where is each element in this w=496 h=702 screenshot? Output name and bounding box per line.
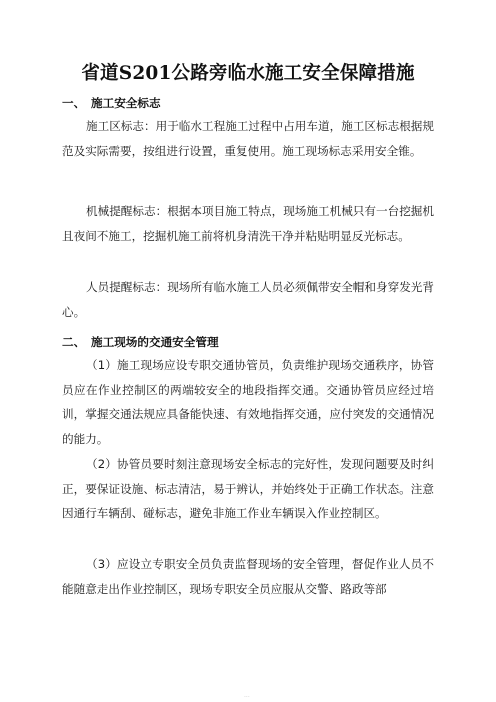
section-title-2: 施工现场的交通安全管理: [91, 335, 219, 349]
section-number-1: 一、: [62, 96, 86, 110]
paragraph-personnel-warning-sign: 人员提醒标志：现场所有临水施工人员必须佩带安全帽和身穿发光背心。: [62, 280, 434, 319]
paragraph-safety-officer: （3）应设立专职安全员负责监督现场的安全管理，督促作业人员不能随意走出作业控制区，现场专职安全员应服从交警、路政等部: [62, 557, 434, 596]
section-title-1: 施工安全标志: [91, 96, 161, 110]
footer-mark: ...: [244, 692, 250, 699]
paragraph-construction-zone-sign: 施工区标志：用于临水工程施工过程中占用车道，施工区标志根据规范及实际需要，按组进行设置，重复使用。施工现场标志采用安全锥。: [62, 119, 434, 158]
section-heading-1: [62, 95, 161, 111]
section-number-2: 二、: [62, 335, 86, 349]
section-heading-2: [62, 334, 219, 350]
paragraph-coordinator-duties: （2）协管员要时刻注意现场安全标志的完好性，发现问题要及时纠正，要保证设施、标志清洁，易于辨认，并始终处于正确工作状态。注意因通行车辆刮、碰标志，避免非施工作业车辆误入作业控制区。: [62, 457, 434, 521]
paragraph-traffic-coordinator: （1）施工现场应设专职交通协管员，负责维护现场交通秩序，协管员应在作业控制区的两端较安全的地段指挥交通。交通协管员应经过培训，掌握交通法规应具备能快速、有效地指挥交通，应付突发的交通情况的能力。: [62, 358, 434, 446]
paragraph-machinery-warning-sign: 机械提醒标志：根据本项目施工特点，现场施工机械只有一台挖掘机且夜间不施工，挖掘机施工前将机身清洗干净并粘贴明显反光标志。: [62, 204, 434, 243]
document-title: 省道S201公路旁临水施工安全保障措施: [81, 63, 415, 84]
